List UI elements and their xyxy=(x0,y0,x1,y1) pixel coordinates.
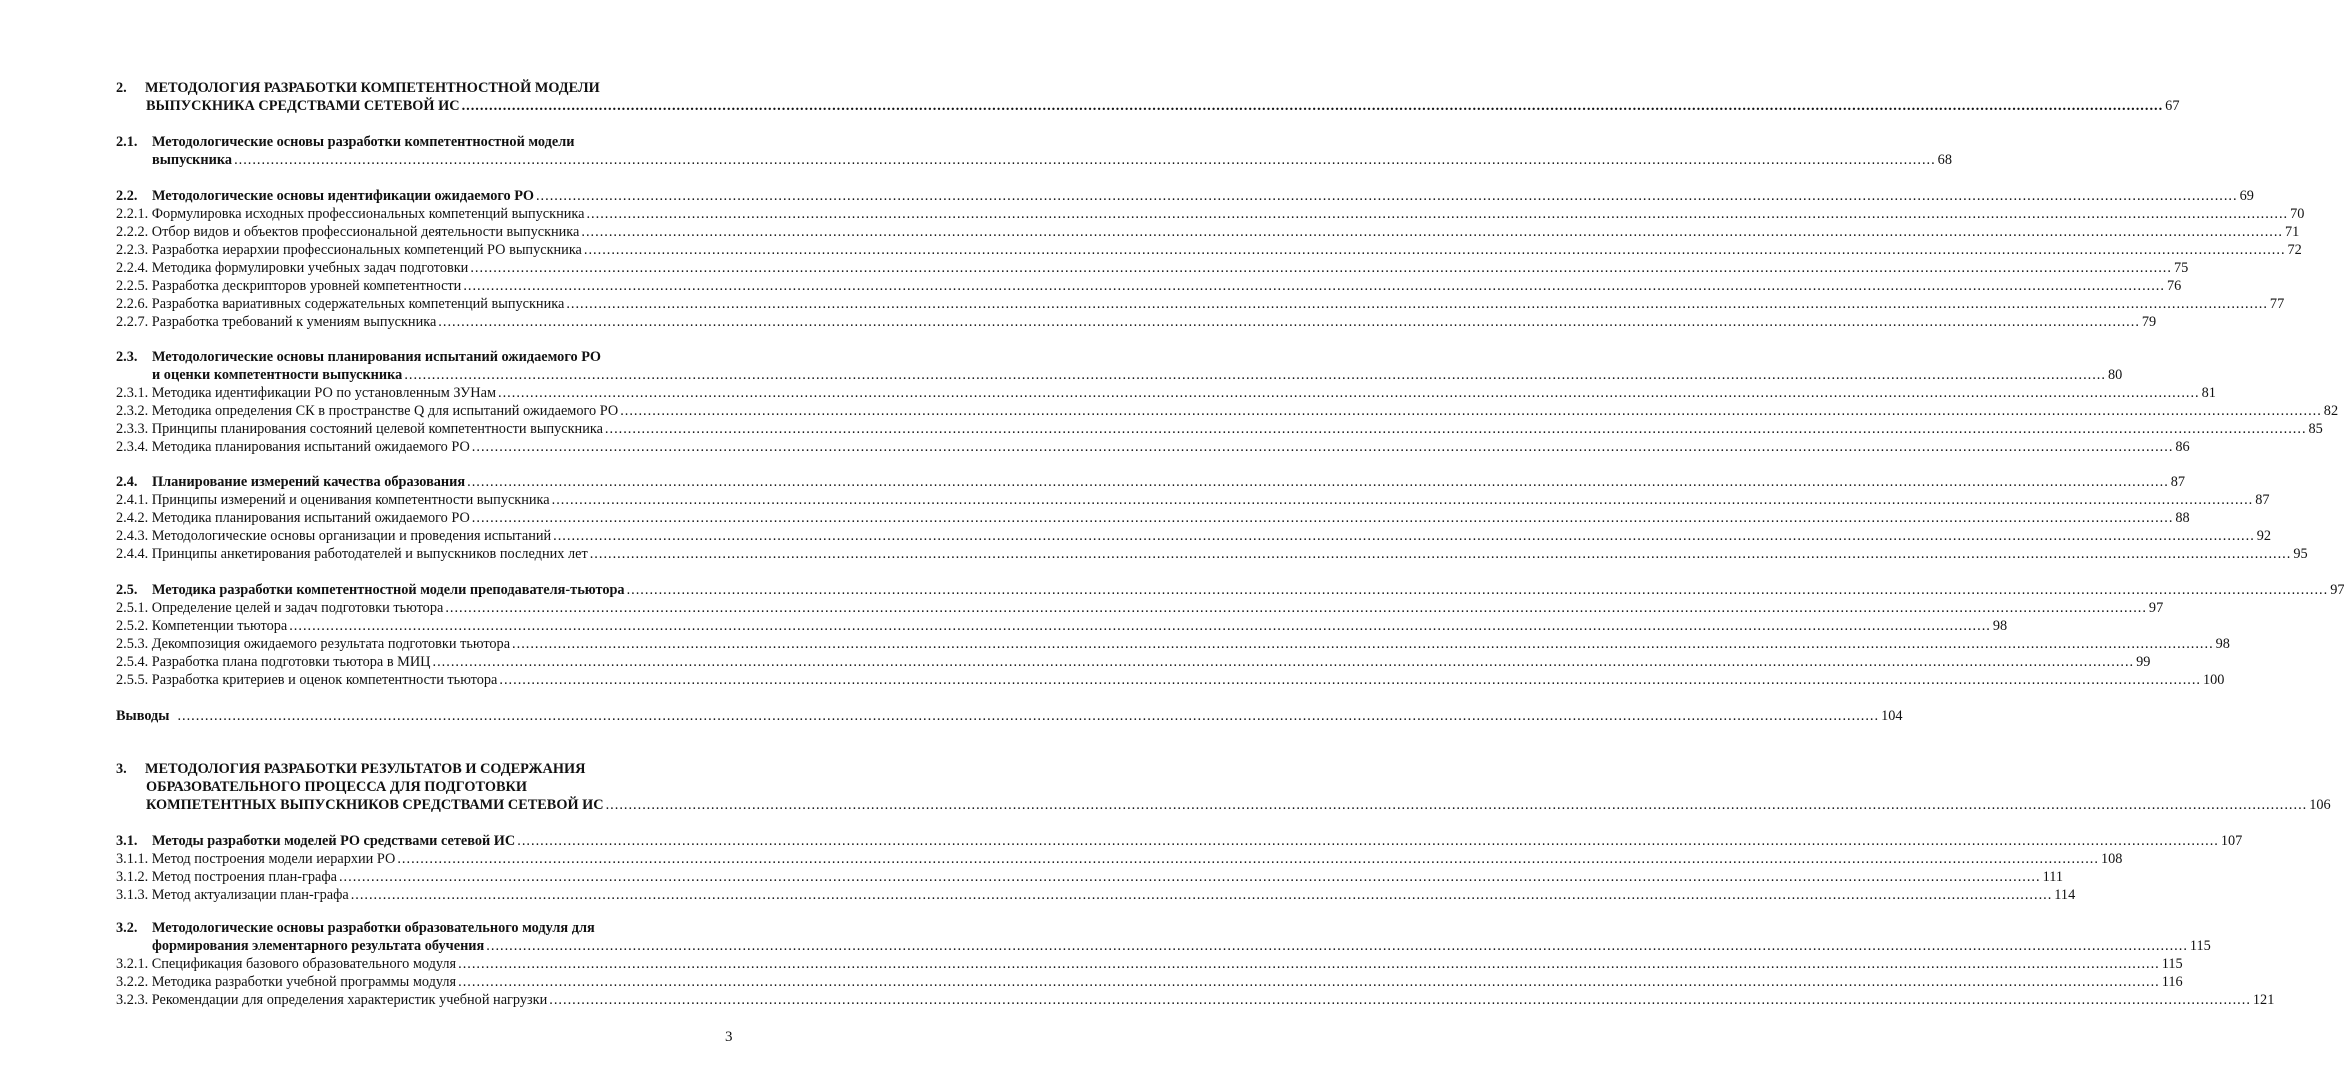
toc-page: 92 xyxy=(2256,528,2272,544)
toc-leader xyxy=(468,259,2172,277)
toc-section-title: формирования элементарного результата обучения xyxy=(152,938,485,954)
toc-section-title: Планирование измерений качества образования xyxy=(152,474,466,490)
toc-leader xyxy=(579,223,2283,241)
toc-leader xyxy=(584,205,2288,223)
toc-item-title: Разработка вариативных содержательных компетенций выпускника xyxy=(151,296,565,312)
toc-section-label xyxy=(116,832,515,850)
toc-section-title: и оценки компетентности выпускника xyxy=(152,367,403,383)
toc-leader xyxy=(497,671,2201,689)
toc-section-title: Методологические основы планирования испытаний ожидаемого РО xyxy=(152,349,601,365)
toc-section-2-1-line2[interactable] xyxy=(152,151,1952,169)
toc-page: 111 xyxy=(2042,869,2063,885)
toc-conclusions[interactable] xyxy=(116,707,1903,725)
toc-chapter-number: 2. xyxy=(116,80,127,96)
toc-page: 104 xyxy=(1881,708,1903,724)
toc-chapter-title: ВЫПУСКНИКА СРЕДСТВАМИ СЕТЕВОЙ ИС xyxy=(146,98,460,114)
toc-item-2-4-4[interactable] xyxy=(116,545,2308,563)
toc-section-label xyxy=(116,473,465,491)
toc-leader xyxy=(456,973,2160,991)
toc-section-3-1[interactable] xyxy=(116,832,2243,850)
toc-item-number: 3.2.3. xyxy=(116,992,149,1008)
toc-section-2-2[interactable] xyxy=(116,187,2254,205)
toc-section-label xyxy=(116,581,625,599)
toc-item-title: Принципы планирования состояний целевой компетентности выпускника xyxy=(151,421,603,437)
toc-leader xyxy=(582,241,2286,259)
toc-page: 85 xyxy=(2308,421,2323,437)
toc-leader xyxy=(169,707,1879,725)
toc-item-title: Разработка требований к умениям выпускника xyxy=(151,314,437,330)
toc-item-2-2-5[interactable] xyxy=(116,277,2182,295)
toc-item-title: Разработка плана подготовки тьютора в МИЦ xyxy=(151,654,431,670)
toc-section-title: Методологические основы идентификации ожидаемого РО xyxy=(152,188,534,204)
toc-section-title: Методологические основы разработки образовательного модуля для xyxy=(152,920,595,936)
toc-section-number: 2.1. xyxy=(116,134,138,150)
toc-item-3-2-3[interactable] xyxy=(116,991,2275,1009)
toc-item-2-5-3[interactable] xyxy=(116,635,2230,653)
toc-section-label xyxy=(116,187,534,205)
toc-item-2-3-4[interactable] xyxy=(116,438,2190,456)
toc-chapter-3-line3[interactable] xyxy=(116,796,2331,814)
toc-item-number: 2.3.1. xyxy=(116,385,149,401)
toc-item-2-3-1[interactable] xyxy=(116,384,2216,402)
toc-leader xyxy=(443,599,2147,617)
toc-section-number: 2.2. xyxy=(116,188,138,204)
toc-leader xyxy=(510,635,2214,653)
toc-item-number: 2.3.2. xyxy=(116,403,149,419)
toc-page: 68 xyxy=(1937,152,1952,168)
toc-item-title: Методика планирования испытаний ожидаемого РО xyxy=(151,439,470,455)
toc-item-number: 2.2.2. xyxy=(116,224,149,240)
toc-item-number: 2.5.2. xyxy=(116,618,149,634)
toc-page: 72 xyxy=(2287,242,2302,258)
toc-item-title: Декомпозиция ожидаемого результата подготовки тьютора xyxy=(151,636,511,652)
toc-item-2-2-4[interactable] xyxy=(116,259,2189,277)
toc-section-2-1-line1[interactable] xyxy=(116,133,741,151)
toc-item-number: 2.2.7. xyxy=(116,314,149,330)
toc-leader xyxy=(232,151,1936,169)
toc-page: 75 xyxy=(2173,260,2189,276)
toc-section-number: 2.4. xyxy=(116,474,138,490)
toc-leader xyxy=(603,420,2307,438)
toc-conclusions-title: Выводы xyxy=(116,708,170,724)
toc-leader xyxy=(337,868,2041,886)
toc-item-3-1-2[interactable] xyxy=(116,868,2063,886)
toc-page: 121 xyxy=(2252,992,2275,1008)
toc-item-3-2-2[interactable] xyxy=(116,973,2183,991)
toc-item-number: 3.2.2. xyxy=(116,974,149,990)
toc-leader xyxy=(436,313,2140,331)
toc-item-number: 2.2.6. xyxy=(116,296,149,312)
toc-item-title: Методика планирования испытаний ожидаемого РО xyxy=(151,510,470,526)
toc-page: 67 xyxy=(2165,98,2180,114)
toc-item-2-2-6[interactable] xyxy=(116,295,2285,313)
page-number: 3 xyxy=(725,1029,733,1045)
toc-page: 80 xyxy=(2107,367,2123,383)
toc-item-number: 2.2.5. xyxy=(116,278,149,294)
toc-item-title: Методика формулировки учебных задач подготовки xyxy=(151,260,469,276)
toc-item-2-4-2[interactable] xyxy=(116,509,2190,527)
toc-section-number: 2.3. xyxy=(116,349,138,365)
toc-item-number: 2.4.2. xyxy=(116,510,149,526)
toc-item-number: 2.2.1. xyxy=(116,206,149,222)
toc-leader xyxy=(496,384,2200,402)
toc-item-title: Метод построения план-графа xyxy=(151,869,337,885)
toc-leader xyxy=(564,295,2268,313)
toc-section-title: Методика разработки компетентностной модели преподавателя-тьютора xyxy=(152,582,625,598)
toc-item-2-5-5[interactable] xyxy=(116,671,2225,689)
toc-leader xyxy=(625,581,2329,599)
toc-item-number: 2.5.3. xyxy=(116,636,149,652)
toc-item-number: 3.1.1. xyxy=(116,851,149,867)
toc-item-number: 2.5.5. xyxy=(116,672,149,688)
toc-section-title: выпускника xyxy=(152,152,233,168)
toc-leader xyxy=(470,509,2174,527)
toc-page: 86 xyxy=(2175,439,2190,455)
toc-leader xyxy=(550,491,2254,509)
toc-item-2-4-1[interactable] xyxy=(116,491,2270,509)
toc-section-3-2-line1[interactable] xyxy=(116,919,741,937)
toc-chapter-3-line1[interactable] xyxy=(116,760,741,778)
toc-item-number: 2.5.1. xyxy=(116,600,149,616)
toc-item-2-2-7[interactable] xyxy=(116,313,2157,331)
toc-page: 95 xyxy=(2293,546,2308,562)
toc-item-title: Отбор видов и объектов профессиональной деятельности выпускника xyxy=(151,224,580,240)
toc-leader xyxy=(461,277,2165,295)
toc-section-2-5[interactable] xyxy=(116,581,2344,599)
toc-chapter-2-line2[interactable] xyxy=(116,97,2180,115)
toc-page: 100 xyxy=(2203,672,2225,688)
toc-page: 81 xyxy=(2201,385,2216,401)
toc-leader xyxy=(395,850,2099,868)
toc-leader xyxy=(515,832,2219,850)
toc-leader xyxy=(456,955,2160,973)
toc-chapter-number: 3. xyxy=(116,761,127,777)
toc-chapter-title: МЕТОДОЛОГИЯ РАЗРАБОТКИ РЕЗУЛЬТАТОВ И СОДЕРЖАНИЯ xyxy=(145,761,586,777)
toc-item-title: Метод построения модели иерархии РО xyxy=(151,851,396,867)
toc-item-3-2-1[interactable] xyxy=(116,955,2183,973)
toc-item-number: 3.2.1. xyxy=(116,956,149,972)
toc-item-title: Принципы анкетирования работодателей и выпускников последних лет xyxy=(151,546,588,562)
toc-item-number: 2.5.4. xyxy=(116,654,149,670)
toc-leader xyxy=(431,653,2135,671)
toc-leader xyxy=(349,886,2053,904)
toc-chapter-title: МЕТОДОЛОГИЯ РАЗРАБОТКИ КОМПЕТЕНТНОСТНОЙ МОДЕЛИ xyxy=(145,80,600,96)
toc-chapter-title: ОБРАЗОВАТЕЛЬНОГО ПРОЦЕССА ДЛЯ ПОДГОТОВКИ xyxy=(146,779,527,795)
toc-item-number: 2.4.4. xyxy=(116,546,149,562)
toc-item-2-3-2[interactable] xyxy=(116,402,2339,420)
toc-page: 115 xyxy=(2161,956,2183,972)
toc-leader xyxy=(618,402,2322,420)
toc-page: 76 xyxy=(2166,278,2182,294)
toc-page: 69 xyxy=(2239,188,2254,204)
toc-item-2-5-4[interactable] xyxy=(116,653,2151,671)
toc-item-title: Методологические основы организации и проведения испытаний xyxy=(151,528,552,544)
toc-item-number: 2.4.3. xyxy=(116,528,149,544)
toc-item-number: 3.1.2. xyxy=(116,869,149,885)
toc-leader xyxy=(470,438,2174,456)
toc-section-2-3-line1[interactable] xyxy=(116,348,741,366)
toc-item-number: 2.2.4. xyxy=(116,260,149,276)
toc-page: 82 xyxy=(2323,403,2339,419)
toc-chapter-title: КОМПЕТЕНТНЫХ ВЫПУСКНИКОВ СРЕДСТВАМИ СЕТЕВОЙ ИС xyxy=(146,797,604,813)
toc-section-title: Методы разработки моделей РО средствами сетевой ИС xyxy=(152,833,516,849)
toc-item-title: Принципы измерений и оценивания компетентности выпускника xyxy=(151,492,550,508)
toc-page: 97 xyxy=(2148,600,2164,616)
toc-section-number: 3.2. xyxy=(116,920,138,936)
toc-chapter-3-line2[interactable] xyxy=(116,778,741,796)
toc-page: 98 xyxy=(1992,618,2008,634)
toc-page: 77 xyxy=(2269,296,2285,312)
toc-item-title: Компетенции тьютора xyxy=(151,618,288,634)
toc-item-title: Разработка дескрипторов уровней компетентности xyxy=(151,278,462,294)
toc-page: 79 xyxy=(2141,314,2157,330)
toc-item-3-1-1[interactable] xyxy=(116,850,2123,868)
toc-item-title: Методика разработки учебной программы модуля xyxy=(151,974,457,990)
toc-leader xyxy=(588,545,2292,563)
toc-item-title: Разработка иерархии профессиональных компетенций РО выпускника xyxy=(151,242,582,258)
toc-leader xyxy=(287,617,1991,635)
toc-leader xyxy=(534,187,2238,205)
toc-item-2-2-1[interactable] xyxy=(116,205,2305,223)
toc-page: 71 xyxy=(2285,224,2300,240)
toc-item-title: Рекомендации для определения характеристик учебной нагрузки xyxy=(151,992,548,1008)
toc-item-2-5-1[interactable] xyxy=(116,599,2164,617)
toc-page: 114 xyxy=(2054,887,2076,903)
toc-item-number: 3.1.3. xyxy=(116,887,149,903)
toc-item-title: Метод актуализации план-графа xyxy=(151,887,349,903)
toc-page: 116 xyxy=(2161,974,2183,990)
toc-item-number: 2.3.3. xyxy=(116,421,149,437)
toc-page: 108 xyxy=(2100,851,2123,867)
toc-leader xyxy=(465,473,2169,491)
toc-item-title: Методика идентификации РО по установленным ЗУНам xyxy=(151,385,497,401)
toc-page: 115 xyxy=(2189,938,2211,954)
toc-item-number: 2.3.4. xyxy=(116,439,149,455)
toc-item-2-5-2[interactable] xyxy=(116,617,2008,635)
toc-leader xyxy=(551,527,2255,545)
toc-page: 99 xyxy=(2136,654,2151,670)
toc-page: 88 xyxy=(2175,510,2190,526)
toc-item-2-2-3[interactable] xyxy=(116,241,2302,259)
toc-chapter-2-line1[interactable] xyxy=(116,79,741,97)
toc-leader xyxy=(484,937,2188,955)
toc-page: 107 xyxy=(2220,833,2243,849)
toc-leader xyxy=(460,97,2164,115)
toc-leader xyxy=(547,991,2251,1009)
toc-section-3-2-line2[interactable] xyxy=(152,937,2211,955)
toc-item-title: Разработка критериев и оценок компетентности тьютора xyxy=(151,672,498,688)
toc-page: 87 xyxy=(2170,474,2186,490)
toc-item-2-2-2[interactable] xyxy=(116,223,2300,241)
toc-section-2-3-line2[interactable] xyxy=(152,366,2123,384)
toc-page: 87 xyxy=(2255,492,2270,508)
toc-page: 97 xyxy=(2330,582,2344,598)
toc-item-title: Спецификация базового образовательного модуля xyxy=(151,956,457,972)
toc-section-number: 2.5. xyxy=(116,582,138,598)
toc-leader xyxy=(604,796,2308,814)
toc-item-title: Методика определения СК в пространстве Q для испытаний ожидаемого РО xyxy=(151,403,619,419)
toc-item-title: Формулировка исходных профессиональных компетенций выпускника xyxy=(151,206,585,222)
toc-item-3-1-3[interactable] xyxy=(116,886,2076,904)
toc-section-2-4[interactable] xyxy=(116,473,2186,491)
toc-leader xyxy=(402,366,2106,384)
toc-item-number: 2.2.3. xyxy=(116,242,149,258)
toc-page: 98 xyxy=(2215,636,2230,652)
toc-page: 70 xyxy=(2290,206,2305,222)
toc-item-2-3-3[interactable] xyxy=(116,420,2323,438)
toc-item-title: Определение целей и задач подготовки тьютора xyxy=(151,600,444,616)
toc-item-number: 2.4.1. xyxy=(116,492,149,508)
toc-section-title: Методологические основы разработки компетентностной модели xyxy=(152,134,575,150)
toc-page: 106 xyxy=(2309,797,2331,813)
toc-section-number: 3.1. xyxy=(116,833,138,849)
toc-item-2-4-3[interactable] xyxy=(116,527,2272,545)
